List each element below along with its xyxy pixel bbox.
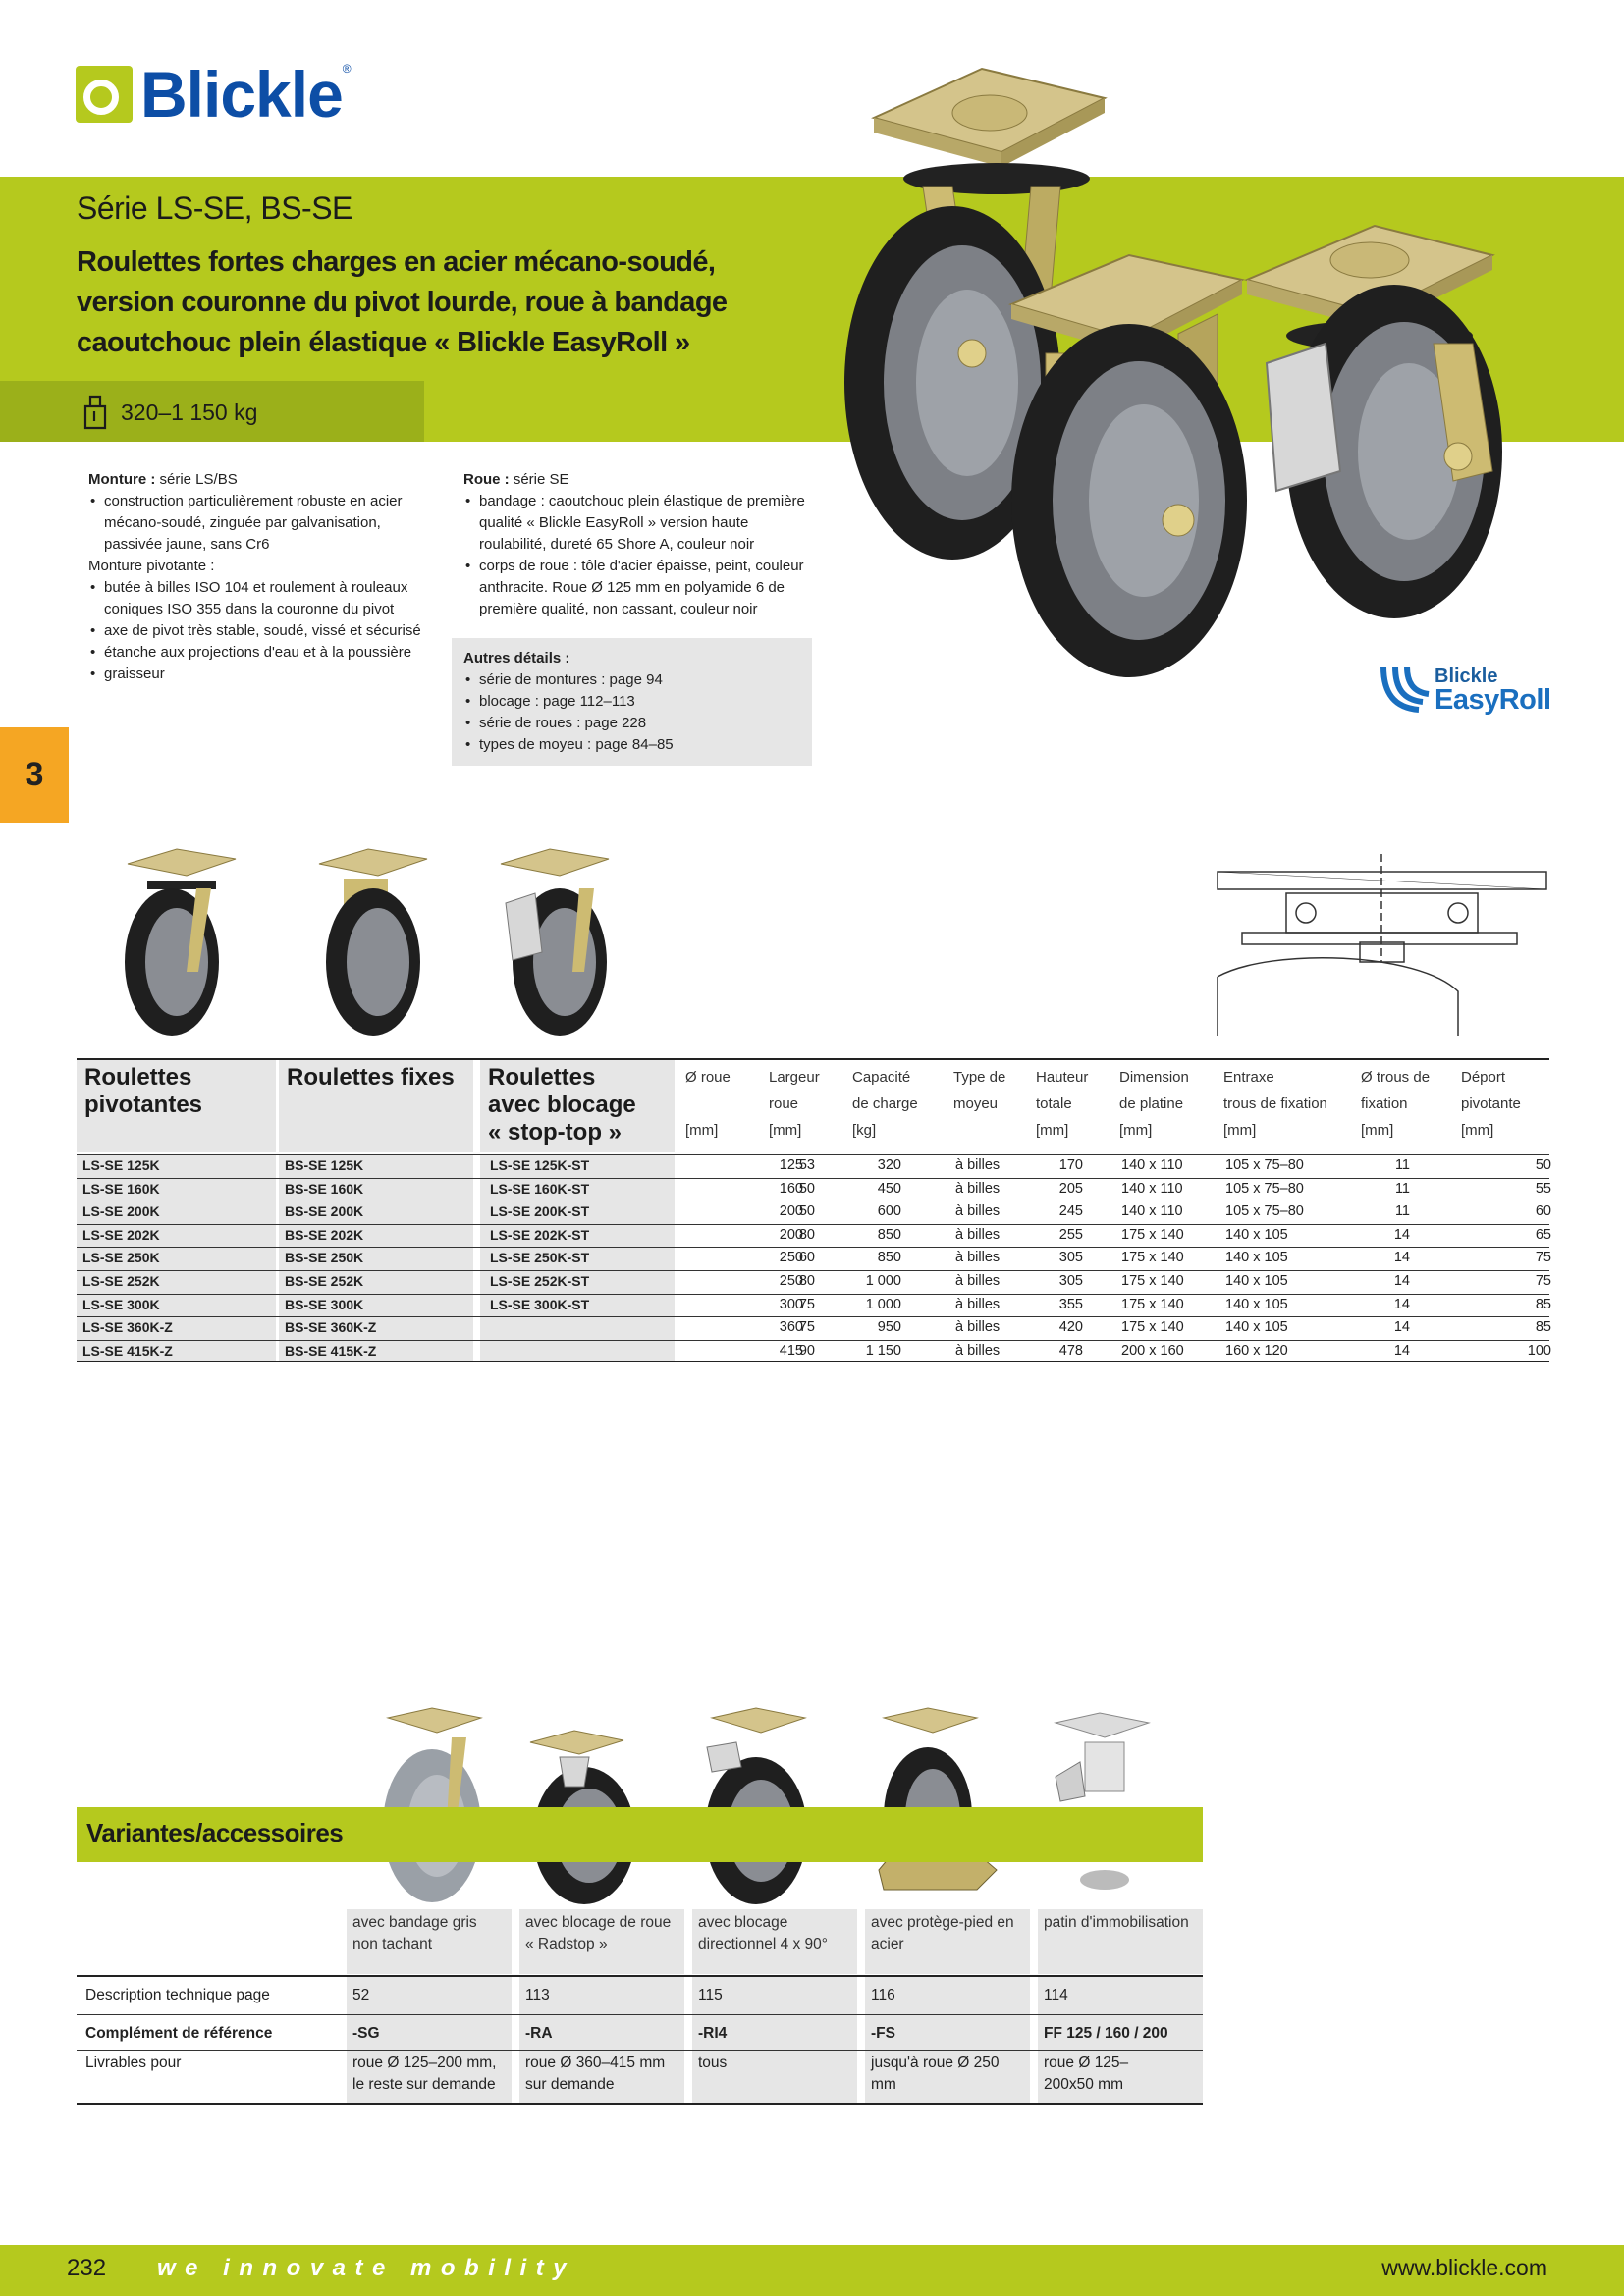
table-cell: 200 [779,1203,803,1220]
article-code: LS-SE 200K [82,1203,160,1220]
table-cell: 175 x 140 [1121,1272,1184,1289]
product-thumbnails [88,844,668,1041]
column-header [685,1064,731,1144]
table-cell: 305 [1058,1272,1083,1289]
column-header-unit: [mm] [1461,1122,1494,1139]
table-cell: 85 [1535,1319,1551,1336]
table-cell: 175 x 140 [1121,1226,1184,1243]
roue-item: • bandage : caoutchouc plein élastique de première qualité « Blickle EasyRoll » version haute roulabilité, dureté 65 Shore A, couleur noir [463,491,812,556]
pivot-item: • graisseur [88,664,422,685]
article-code: LS-SE 202K-ST [490,1226,590,1243]
product-table [77,1058,1549,1362]
article-code: BS-SE 250K [285,1250,364,1266]
table-cell: 320 [877,1157,901,1173]
table-cell: 100 [1527,1342,1551,1359]
column-header [852,1064,918,1144]
column-header-label: Déport [1461,1069,1506,1086]
table-cell: 65 [1535,1226,1551,1243]
table-cell: 478 [1058,1342,1083,1359]
logo-text: Blickle [140,58,343,131]
column-header-label: Ø roue [685,1069,731,1086]
variant-cell: -RI4 [698,2025,728,2042]
variant-cell: jusqu'à roue Ø 250 mm [871,2055,1000,2093]
table-cell: 245 [1058,1203,1083,1220]
details-item: • série de roues : page 228 [463,713,800,734]
table-cell: 600 [877,1203,901,1220]
column-header-unit: [kg] [852,1122,877,1139]
easyroll-swoosh-icon [1380,663,1435,714]
page-headline [77,242,764,363]
pivot-item: • butée à billes ISO 104 et roulement à rouleaux coniques ISO 355 dans la couronne du pivot [88,577,422,620]
column-header-label2: fixation [1361,1095,1408,1112]
table-cell: 420 [1058,1319,1083,1336]
article-code: LS-SE 160K-ST [490,1180,590,1197]
variant-cell: -SG [352,2025,380,2042]
roue-item: • corps de roue : tôle d'acier épaisse, peint, couleur anthracite. Roue Ø 125 mm en polyamide 6 de première qualité, non cassant, couleur noir [463,556,812,620]
table-row [77,1178,1549,1201]
variant-cell: -RA [525,2025,553,2042]
logo-registered: ® [342,62,352,76]
monture-item: • construction particulièrement robuste en acier mécano-soudé, zinguée par galvanisation, passivée jaune, sans Cr6 [88,491,422,556]
table-cell: 850 [877,1226,901,1243]
table-cell: 60 [1535,1203,1551,1220]
article-code: BS-SE 360K-Z [285,1319,377,1336]
column-header-label2: pivotante [1461,1095,1521,1112]
column-header [1361,1064,1430,1144]
variant-cell: 52 [352,1987,370,2003]
variant-cell: FF 125 / 160 / 200 [1044,2025,1168,2042]
footer-url[interactable]: www.blickle.com [1381,2255,1547,2280]
article-code: LS-SE 252K [82,1272,160,1289]
variant-directional-lock [705,1708,807,1904]
variant-header: avec bandage gris non tachant [347,1909,512,1974]
article-code: LS-SE 202K [82,1226,160,1243]
table-cell: 1 000 [865,1296,901,1312]
roue-label: Roue : [463,471,510,488]
article-code: LS-SE 200K-ST [490,1203,590,1220]
monture-value: série LS/BS [155,471,238,488]
column-header-unit: [mm] [1036,1122,1069,1139]
pivot-item: • axe de pivot très stable, soudé, vissé et sécurisé [88,620,422,642]
details-item: • blocage : page 112–113 [463,691,800,713]
article-code [490,1343,494,1359]
table-cell: 175 x 140 [1121,1296,1184,1312]
table-cell: 175 x 140 [1121,1319,1184,1336]
variant-grey-wheel [383,1708,481,1902]
column-header-label2 [685,1091,731,1117]
variants-title: Variantes/accessoires [86,1818,344,1847]
table-cell: 50 [1535,1157,1551,1173]
article-code: LS-SE 250K-ST [490,1250,590,1266]
column-header-label: Hauteur [1036,1069,1089,1086]
table-cell: 200 [779,1226,803,1243]
article-code [490,1319,494,1335]
table-cell: 85 [1535,1296,1551,1312]
variant-cell: roue Ø 125–200x50 mm [1044,2055,1129,2093]
table-cell: 175 x 140 [1121,1250,1184,1266]
variant-cell: tous [698,2055,728,2071]
table-cell: 105 x 75–80 [1225,1203,1304,1220]
table-cell: à billes [955,1319,1001,1336]
table-cell: 850 [877,1250,901,1266]
column-header [953,1064,1005,1144]
column-header-label: Capacité [852,1069,911,1086]
table-row [77,1154,1549,1178]
article-code: BS-SE 252K [285,1272,364,1289]
table-cell: 160 [779,1180,803,1197]
brake-castor-illustration [1247,226,1502,618]
table-cell: 50 [798,1203,815,1220]
column-header-label2: roue [769,1095,799,1112]
table-cell: 1 000 [865,1272,901,1289]
table-cell: 11 [1394,1203,1410,1220]
header-fixed: Roulettes fixes [279,1060,473,1152]
variant-thumbnails [353,1703,1198,1904]
column-header-label2: totale [1036,1095,1072,1112]
article-code: LS-SE 252K-ST [490,1272,590,1289]
variant-cell: -FS [871,2025,895,2042]
table-cell: à billes [955,1250,1001,1266]
column-header [1119,1064,1189,1144]
article-code: LS-SE 360K-Z [82,1319,173,1336]
headline-line: version couronne du pivot lourde, roue à bandage [77,287,728,318]
table-cell: 170 [1058,1157,1083,1173]
table-cell: 11 [1394,1157,1410,1173]
table-cell: 140 x 110 [1121,1157,1183,1173]
load-capacity [83,395,257,430]
headline-line: Roulettes fortes charges en acier mécano-soudé, [77,246,716,278]
table-cell: 125 [779,1157,803,1173]
table-cell: 360 [779,1319,803,1336]
table-cell: à billes [955,1226,1001,1243]
article-code: LS-SE 125K-ST [490,1157,590,1173]
column-header-label2: moyeu [953,1095,999,1112]
header-brake: Roulettes avec blocage « stop-top » [480,1060,675,1152]
article-code: BS-SE 200K [285,1203,364,1220]
article-code: BS-SE 300K [285,1296,364,1312]
table-row [77,1224,1549,1248]
chapter-tab[interactable]: 3 [0,727,69,823]
hero-castors-image [805,59,1591,687]
table-cell: 14 [1393,1250,1410,1266]
pivot-label: Monture pivotante : [88,558,215,574]
column-header-label2: trous de fixation [1223,1095,1327,1112]
article-code: LS-SE 300K [82,1296,160,1312]
column-header-label: Ø trous de [1361,1069,1431,1086]
fixed-castor-illustration [1011,255,1247,677]
table-cell: 14 [1393,1296,1410,1312]
table-cell: 14 [1393,1319,1410,1336]
article-code: LS-SE 415K-Z [82,1342,173,1359]
pivot-item: • étanche aux projections d'eau et à la poussière [88,642,422,664]
article-code: LS-SE 160K [82,1180,160,1197]
header-swivel: Roulettes pivotantes [77,1060,276,1152]
article-code: LS-SE 300K-ST [490,1296,590,1312]
variant-cell: 115 [698,1987,723,2003]
table-cell: 60 [798,1250,815,1266]
column-header-unit: [mm] [685,1122,719,1139]
column-header-unit: [mm] [769,1122,802,1139]
variant-row [77,2014,1203,2050]
table-cell: 140 x 105 [1225,1250,1288,1266]
article-code: BS-SE 202K [285,1226,364,1243]
table-cell: à billes [955,1203,1001,1220]
variant-row-label: Description technique page [85,1987,270,2003]
variant-row-label: Complément de référence [85,2025,273,2042]
table-cell: 105 x 75–80 [1225,1180,1304,1197]
column-header-label2: de charge [852,1095,918,1112]
column-header-unit [953,1117,1005,1144]
wheel-description [463,469,812,620]
table-cell: 75 [1535,1272,1551,1289]
weight-icon [83,395,107,430]
technical-drawing [1213,854,1551,1036]
table-cell: 950 [877,1319,901,1336]
table-cell: 75 [798,1319,815,1336]
variant-row [77,2050,1203,2105]
variant-parking-brake [1056,1713,1149,1890]
table-row [77,1270,1549,1294]
column-header-label: Entraxe [1223,1069,1274,1086]
variant-cell: roue Ø 125–200 mm, le reste sur demande [352,2055,497,2093]
table-header [77,1058,1549,1154]
table-cell: 105 x 75–80 [1225,1157,1304,1173]
column-header [1036,1064,1088,1144]
table-cell: 140 x 105 [1225,1226,1288,1243]
table-cell: 205 [1058,1180,1083,1197]
variant-row [77,1975,1203,2014]
table-cell: 200 x 160 [1121,1342,1184,1359]
table-cell: 140 x 105 [1225,1296,1288,1312]
variant-foot-guard [879,1708,997,1890]
column-header-unit: [mm] [1223,1122,1257,1139]
variant-header: avec protège-pied en acier [865,1909,1030,1974]
easyroll-brand: Blickle [1435,666,1498,687]
other-details-box [452,638,812,766]
table-row [77,1340,1549,1363]
frame-description [88,469,422,685]
variant-header: patin d'immobilisation [1038,1909,1203,1974]
variant-cell: 113 [525,1987,550,2003]
series-title: Série LS-SE, BS-SE [77,190,352,226]
table-cell: 415 [779,1342,803,1359]
table-cell: 55 [1535,1180,1551,1197]
table-cell: 300 [779,1296,803,1312]
table-cell: 140 x 105 [1225,1272,1288,1289]
easyroll-name: EasyRoll [1435,684,1551,716]
logo-mark-icon [76,66,133,123]
article-code: BS-SE 160K [285,1180,364,1197]
article-code: LS-SE 250K [82,1250,160,1266]
column-header [1223,1064,1327,1144]
brake-thumbnail [501,849,609,1036]
roue-value: série SE [509,471,569,488]
details-item: • types de moyeu : page 84–85 [463,734,800,756]
table-cell: 140 x 110 [1121,1203,1183,1220]
table-cell: 250 [779,1272,803,1289]
table-cell: à billes [955,1180,1001,1197]
table-cell: 14 [1393,1272,1410,1289]
headline-line: caoutchouc plein élastique « Blickle EasyRoll » [77,327,690,358]
table-cell: 250 [779,1250,803,1266]
load-capacity-value: 320–1 150 kg [121,399,258,425]
table-cell: 75 [798,1296,815,1312]
table-cell: à billes [955,1157,1001,1173]
table-row [77,1294,1549,1317]
blickle-logo [76,58,352,131]
column-header-label: Largeur [769,1069,820,1086]
table-cell: 14 [1393,1342,1410,1359]
table-cell: 1 150 [865,1342,901,1359]
table-cell: 305 [1058,1250,1083,1266]
article-code: BS-SE 415K-Z [285,1342,377,1359]
table-cell: 14 [1393,1226,1410,1243]
page-number: 232 [67,2255,107,2281]
column-header-unit: [mm] [1119,1122,1153,1139]
variant-cell: 116 [871,1987,895,2003]
table-cell: 140 x 105 [1225,1319,1288,1336]
table-cell: 11 [1394,1180,1410,1197]
details-label: Autres détails : [463,650,570,667]
monture-label: Monture : [88,471,156,488]
variant-header: avec blocage de roue « Radstop » [519,1909,684,1974]
table-cell: à billes [955,1272,1001,1289]
details-item: • série de montures : page 94 [463,669,800,691]
column-header [769,1064,820,1144]
table-body [77,1154,1549,1362]
table-cell: 140 x 110 [1121,1180,1183,1197]
column-header-unit: [mm] [1361,1122,1394,1139]
column-header-label: Type de [953,1069,1006,1086]
variant-row-label: Livrables pour [85,2055,182,2071]
variant-cell: 114 [1044,1987,1068,2003]
table-cell: 80 [798,1272,815,1289]
table-cell: 355 [1058,1296,1083,1312]
table-row [77,1247,1549,1270]
table-cell: 80 [798,1226,815,1243]
easyroll-logo [1380,663,1551,714]
variant-header: avec blocage directionnel 4 x 90° [692,1909,857,1974]
table-cell: à billes [955,1342,1001,1359]
article-code: LS-SE 125K [82,1157,160,1173]
table-cell: 160 x 120 [1225,1342,1288,1359]
article-code: BS-SE 125K [285,1157,364,1173]
table-cell: 53 [798,1157,815,1173]
table-cell: 50 [798,1180,815,1197]
swivel-thumbnail [125,849,236,1036]
column-header-label: Dimension [1119,1069,1189,1086]
table-row [77,1316,1549,1340]
table-cell: 255 [1058,1226,1083,1243]
table-cell: 450 [877,1180,901,1197]
table-row [77,1201,1549,1224]
fixed-thumbnail [319,849,427,1036]
table-cell: 90 [798,1342,815,1359]
column-header-label2: de platine [1119,1095,1184,1112]
column-header [1461,1064,1521,1144]
footer-tagline: we innovate mobility [157,2255,576,2281]
table-cell: à billes [955,1296,1001,1312]
table-cell: 75 [1535,1250,1551,1266]
variant-cell: roue Ø 360–415 mm sur demande [525,2055,666,2093]
